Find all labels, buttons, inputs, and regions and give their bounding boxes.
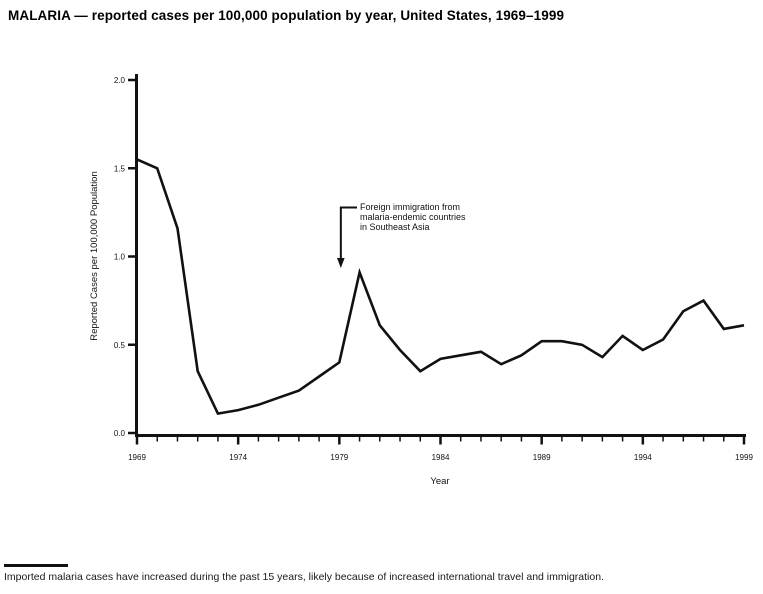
annotation-bracket xyxy=(341,208,357,260)
y-axis-title: Reported Cases per 100,000 Population xyxy=(89,171,100,341)
x-tick-label: 1999 xyxy=(735,453,753,462)
y-tick-label: 1.0 xyxy=(113,252,125,262)
y-tick-label: 0.0 xyxy=(113,429,125,438)
x-tick-label: 1979 xyxy=(330,453,349,462)
x-axis-title: Year xyxy=(430,476,450,487)
footnote-text: Imported malaria cases have increased during the past 15 years, likely because of increased international travel and immigration. xyxy=(4,571,604,583)
x-tick-label: 1989 xyxy=(532,453,551,462)
data-line xyxy=(137,159,744,413)
y-tick-label: 0.5 xyxy=(113,340,125,350)
x-tick-label: 1974 xyxy=(229,453,248,462)
annotation-text-line: Foreign immigration from xyxy=(360,202,461,212)
y-tick-label: 1.5 xyxy=(113,164,125,174)
annotation-arrowhead xyxy=(337,258,345,268)
chart-title: MALARIA — reported cases per 100,000 population by year, United States, 1969–1999 xyxy=(8,8,565,23)
annotation-text-line: in Southeast Asia xyxy=(360,222,430,232)
y-tick-label: 2.0 xyxy=(113,76,125,85)
footnote-rule xyxy=(4,564,68,567)
x-tick-label: 1969 xyxy=(128,453,146,462)
annotation-text-line: malaria-endemic countries xyxy=(360,212,466,222)
x-tick-label: 1984 xyxy=(431,453,450,462)
x-tick-label: 1994 xyxy=(633,453,652,462)
